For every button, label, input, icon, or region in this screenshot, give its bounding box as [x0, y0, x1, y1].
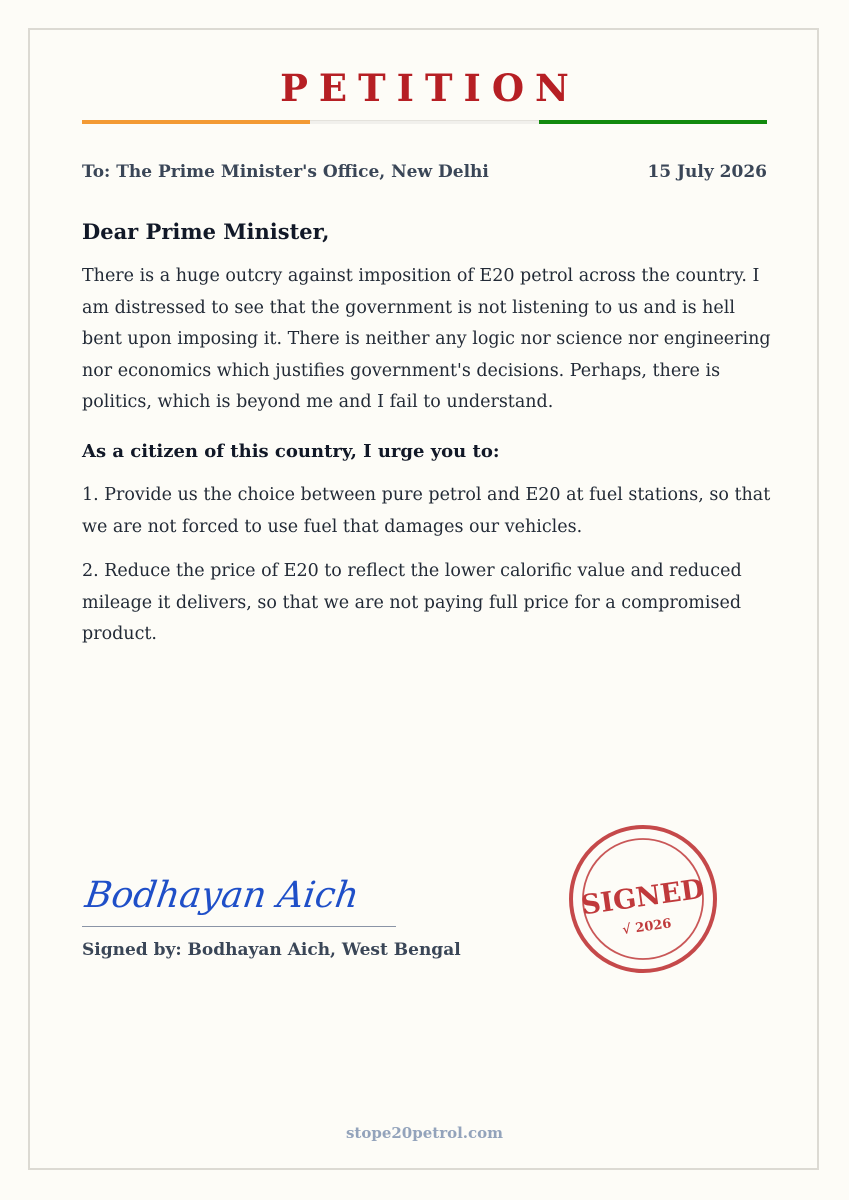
petition-title: PETITION [280, 66, 580, 110]
saffron-band [82, 120, 310, 124]
urge-heading: As a citizen of this country, I urge you to: [82, 441, 500, 462]
signed-stamp [568, 824, 718, 974]
demand-item-1: 1. Provide us the choice between pure petrol and E20 at fuel stations, so that we are not forced to use fuel that damages our vehicles. [82, 485, 771, 537]
green-band [539, 120, 767, 124]
tricolor-divider [82, 120, 767, 124]
stamp-year: √ 2026 [621, 916, 673, 939]
signed-by-label: Signed by: Bodhayan Aich, West Bengal [82, 940, 461, 960]
handwritten-signature: Bodhayan Aich [82, 875, 362, 916]
demand-item-2: 2. Reduce the price of E20 to reflect the lower calorific value and reduced mileage it delivers, so that we are not paying full price for a compromised product. [82, 561, 742, 644]
body-paragraph: There is a huge outcry against imposition of E20 petrol across the country. I am distressed to see that the government is not listening to us and is hell bent upon imposing it. There is neither any logic nor science nor engineering nor economics which justifies government's decisions. Perhaps, there is politics, which is beyond me and I fail to understand. [82, 266, 771, 412]
petition-date: 15 July 2026 [647, 162, 767, 182]
signature-line [82, 926, 396, 927]
footer-site: stope20petrol.com [345, 1124, 504, 1142]
stamp-text: SIGNED [579, 873, 707, 922]
white-band [310, 120, 538, 124]
recipient-line: To: The Prime Minister's Office, New Delhi [82, 162, 489, 182]
salutation: Dear Prime Minister, [82, 219, 330, 244]
